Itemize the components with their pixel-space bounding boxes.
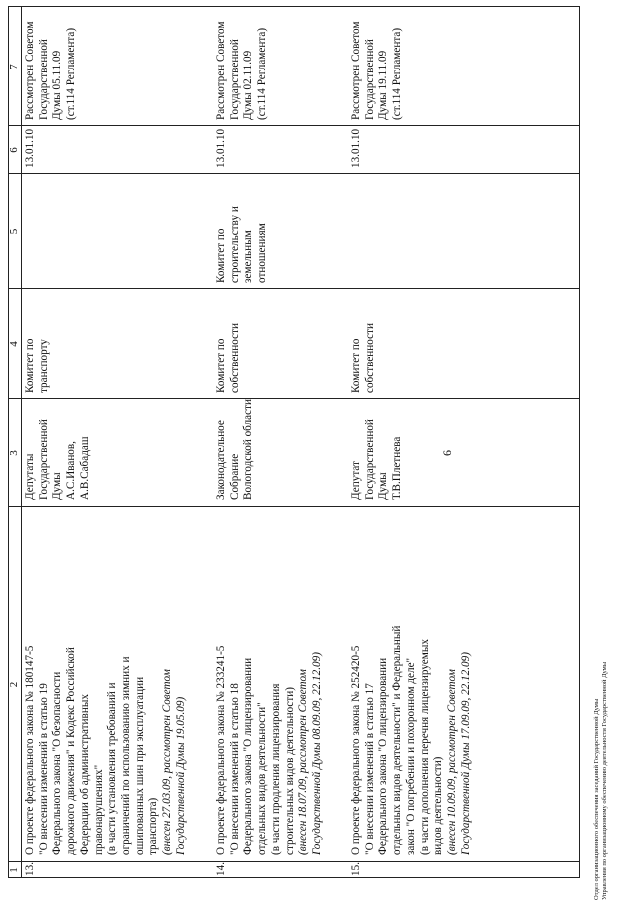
row-number: 14. — [215, 862, 227, 876]
footer-line: Отдел организационного обеспечения заседаний Государственной Думы — [593, 698, 600, 900]
initiator-line: Законодательное — [215, 420, 227, 500]
column-header-1: 1 — [8, 867, 20, 873]
details-line: видов деятельности) — [432, 756, 445, 855]
title-line: "О внесении изменений в статью 19 — [37, 683, 50, 855]
details-line: (в части установления требований и — [106, 682, 119, 855]
co-committee-line: отношениям — [256, 223, 269, 283]
details-line: транспорта) — [147, 797, 160, 855]
status-line: Рассмотрен Советом — [24, 21, 36, 120]
column-header-4: 4 — [8, 341, 20, 347]
initiator — [24, 400, 93, 500]
date: 13.01.10 — [24, 128, 36, 168]
status-line: Думы 05.11.09 — [51, 50, 64, 120]
title-line: отдельных видов деятельности" и Федеральный — [391, 625, 404, 855]
page-footer — [593, 662, 609, 900]
co-committee-line: строительству и — [228, 206, 241, 283]
page-number: 6 — [440, 450, 454, 456]
bill-title — [24, 510, 188, 855]
status — [215, 8, 270, 120]
status — [24, 8, 79, 120]
initiator-line: Вологодской области — [242, 399, 255, 500]
initiator — [215, 392, 256, 500]
col-divider — [8, 398, 579, 399]
note-line: Государственной Думы 19.05.09) — [174, 696, 187, 855]
responsible-committee — [24, 291, 51, 393]
committee-line: собственности — [228, 323, 241, 393]
row-number: 13. — [24, 862, 36, 876]
status-line: Думы 02.11.09 — [242, 50, 255, 120]
committee-line: Комитет по — [24, 338, 36, 393]
note-line: (внесен 18.07.09, рассмотрен Советом — [297, 669, 310, 855]
title-line: Федерального закона "О безопасности — [51, 671, 64, 855]
initiator — [350, 400, 405, 500]
initiator-line: Т.В.Плетнева — [391, 436, 404, 500]
initiator-line: Думы — [51, 472, 64, 500]
co-committee-line: Комитет по — [215, 228, 227, 283]
initiator-line: Депутаты — [24, 453, 36, 500]
col-divider — [8, 125, 579, 126]
committee-line: транспорту — [37, 339, 50, 393]
status-line: Рассмотрен Советом — [215, 21, 227, 120]
row-number: 15. — [350, 862, 362, 876]
title-line: "О внесении изменений в статью 18 — [228, 683, 241, 855]
status — [350, 8, 405, 120]
col-divider — [8, 173, 579, 174]
col-divider — [8, 506, 579, 507]
note-line: (внесен 27.03.09, рассмотрен Советом — [161, 669, 174, 855]
details-line: строительных видов деятельности) — [283, 686, 296, 855]
initiator-line: А.С.Иванов, — [65, 441, 78, 500]
initiator-line: Депутат — [350, 461, 362, 500]
committee-line: Комитет по — [350, 338, 362, 393]
co-executor-committee — [215, 175, 270, 283]
committee-line: Комитет по — [215, 338, 227, 393]
col-divider — [8, 288, 579, 289]
title-line: "О внесении изменений в статью 17 — [363, 683, 376, 855]
initiator-line: Думы — [377, 472, 390, 500]
column-header-6: 6 — [8, 147, 20, 153]
details-line: ограничений по использованию зимних и — [119, 656, 132, 855]
column-header-2: 2 — [8, 681, 20, 688]
title-line: Федерального закона "О лицензировании — [377, 657, 390, 855]
responsible-committee — [215, 291, 242, 393]
status-line: Думы 19.11.09 — [377, 50, 390, 120]
title-line: О проекте федерального закона № 233241-5 — [215, 645, 227, 855]
note-line: Государственной Думы 17.09.09, 22.12.09) — [459, 652, 472, 855]
footer-line: Управления по организационному обеспечению деятельности Государственной Думы — [601, 661, 608, 900]
details-line: (в части дополнения перечня лицензируемых — [418, 639, 431, 855]
note-line: Государственной Думы 08.09.09, 22.12.09) — [310, 652, 323, 855]
status-line: Государственной — [228, 39, 241, 120]
title-line: Федерации об административных — [78, 694, 91, 855]
agenda-table — [8, 6, 580, 878]
column-header-7: 7 — [8, 64, 20, 70]
initiator-line: Государственной — [37, 419, 50, 500]
note-line: (внесен 10.09.09, рассмотрен Советом — [445, 669, 458, 855]
date: 13.01.10 — [215, 128, 227, 168]
responsible-committee — [350, 291, 377, 393]
status-line: (ст.114 Регламента) — [391, 27, 404, 120]
column-header-3: 3 — [8, 450, 20, 456]
co-committee-line: земельным — [242, 230, 255, 283]
status-line: Государственной — [363, 39, 376, 120]
status-line: Рассмотрен Советом — [350, 21, 362, 120]
title-line: закон "О погребении и похоронном деле" — [404, 657, 417, 855]
details-line: ошипованных шин при эксплуатации — [133, 676, 146, 855]
status-line: (ст.114 Регламента) — [256, 27, 269, 120]
title-line: О проекте федерального закона № 180147-5 — [24, 645, 36, 855]
initiator-line: Государственной — [363, 419, 376, 500]
header-divider — [21, 7, 22, 878]
title-line: отдельных видов деятельности" — [256, 702, 269, 855]
title-line: правонарушениях" — [92, 764, 105, 855]
title-line: дорожного движения" и Кодекс Российской — [65, 647, 78, 855]
initiator-line: Собрание — [228, 453, 241, 500]
status-line: Государственной — [37, 39, 50, 120]
col-divider — [8, 861, 579, 862]
initiator-line: А.В.Сабадаш — [78, 436, 91, 500]
column-header-5: 5 — [8, 228, 20, 235]
bill-title — [215, 510, 325, 855]
title-line: Федерального закона "О лицензировании — [242, 657, 255, 855]
details-line: (в части продления лицензирования — [269, 683, 282, 855]
bill-title — [350, 507, 473, 855]
date: 13.01.10 — [350, 128, 362, 168]
status-line: (ст.114 Регламента) — [65, 27, 78, 120]
committee-line: собственности — [363, 323, 376, 393]
title-line: О проекте федерального закона № 252420-5 — [350, 645, 362, 855]
